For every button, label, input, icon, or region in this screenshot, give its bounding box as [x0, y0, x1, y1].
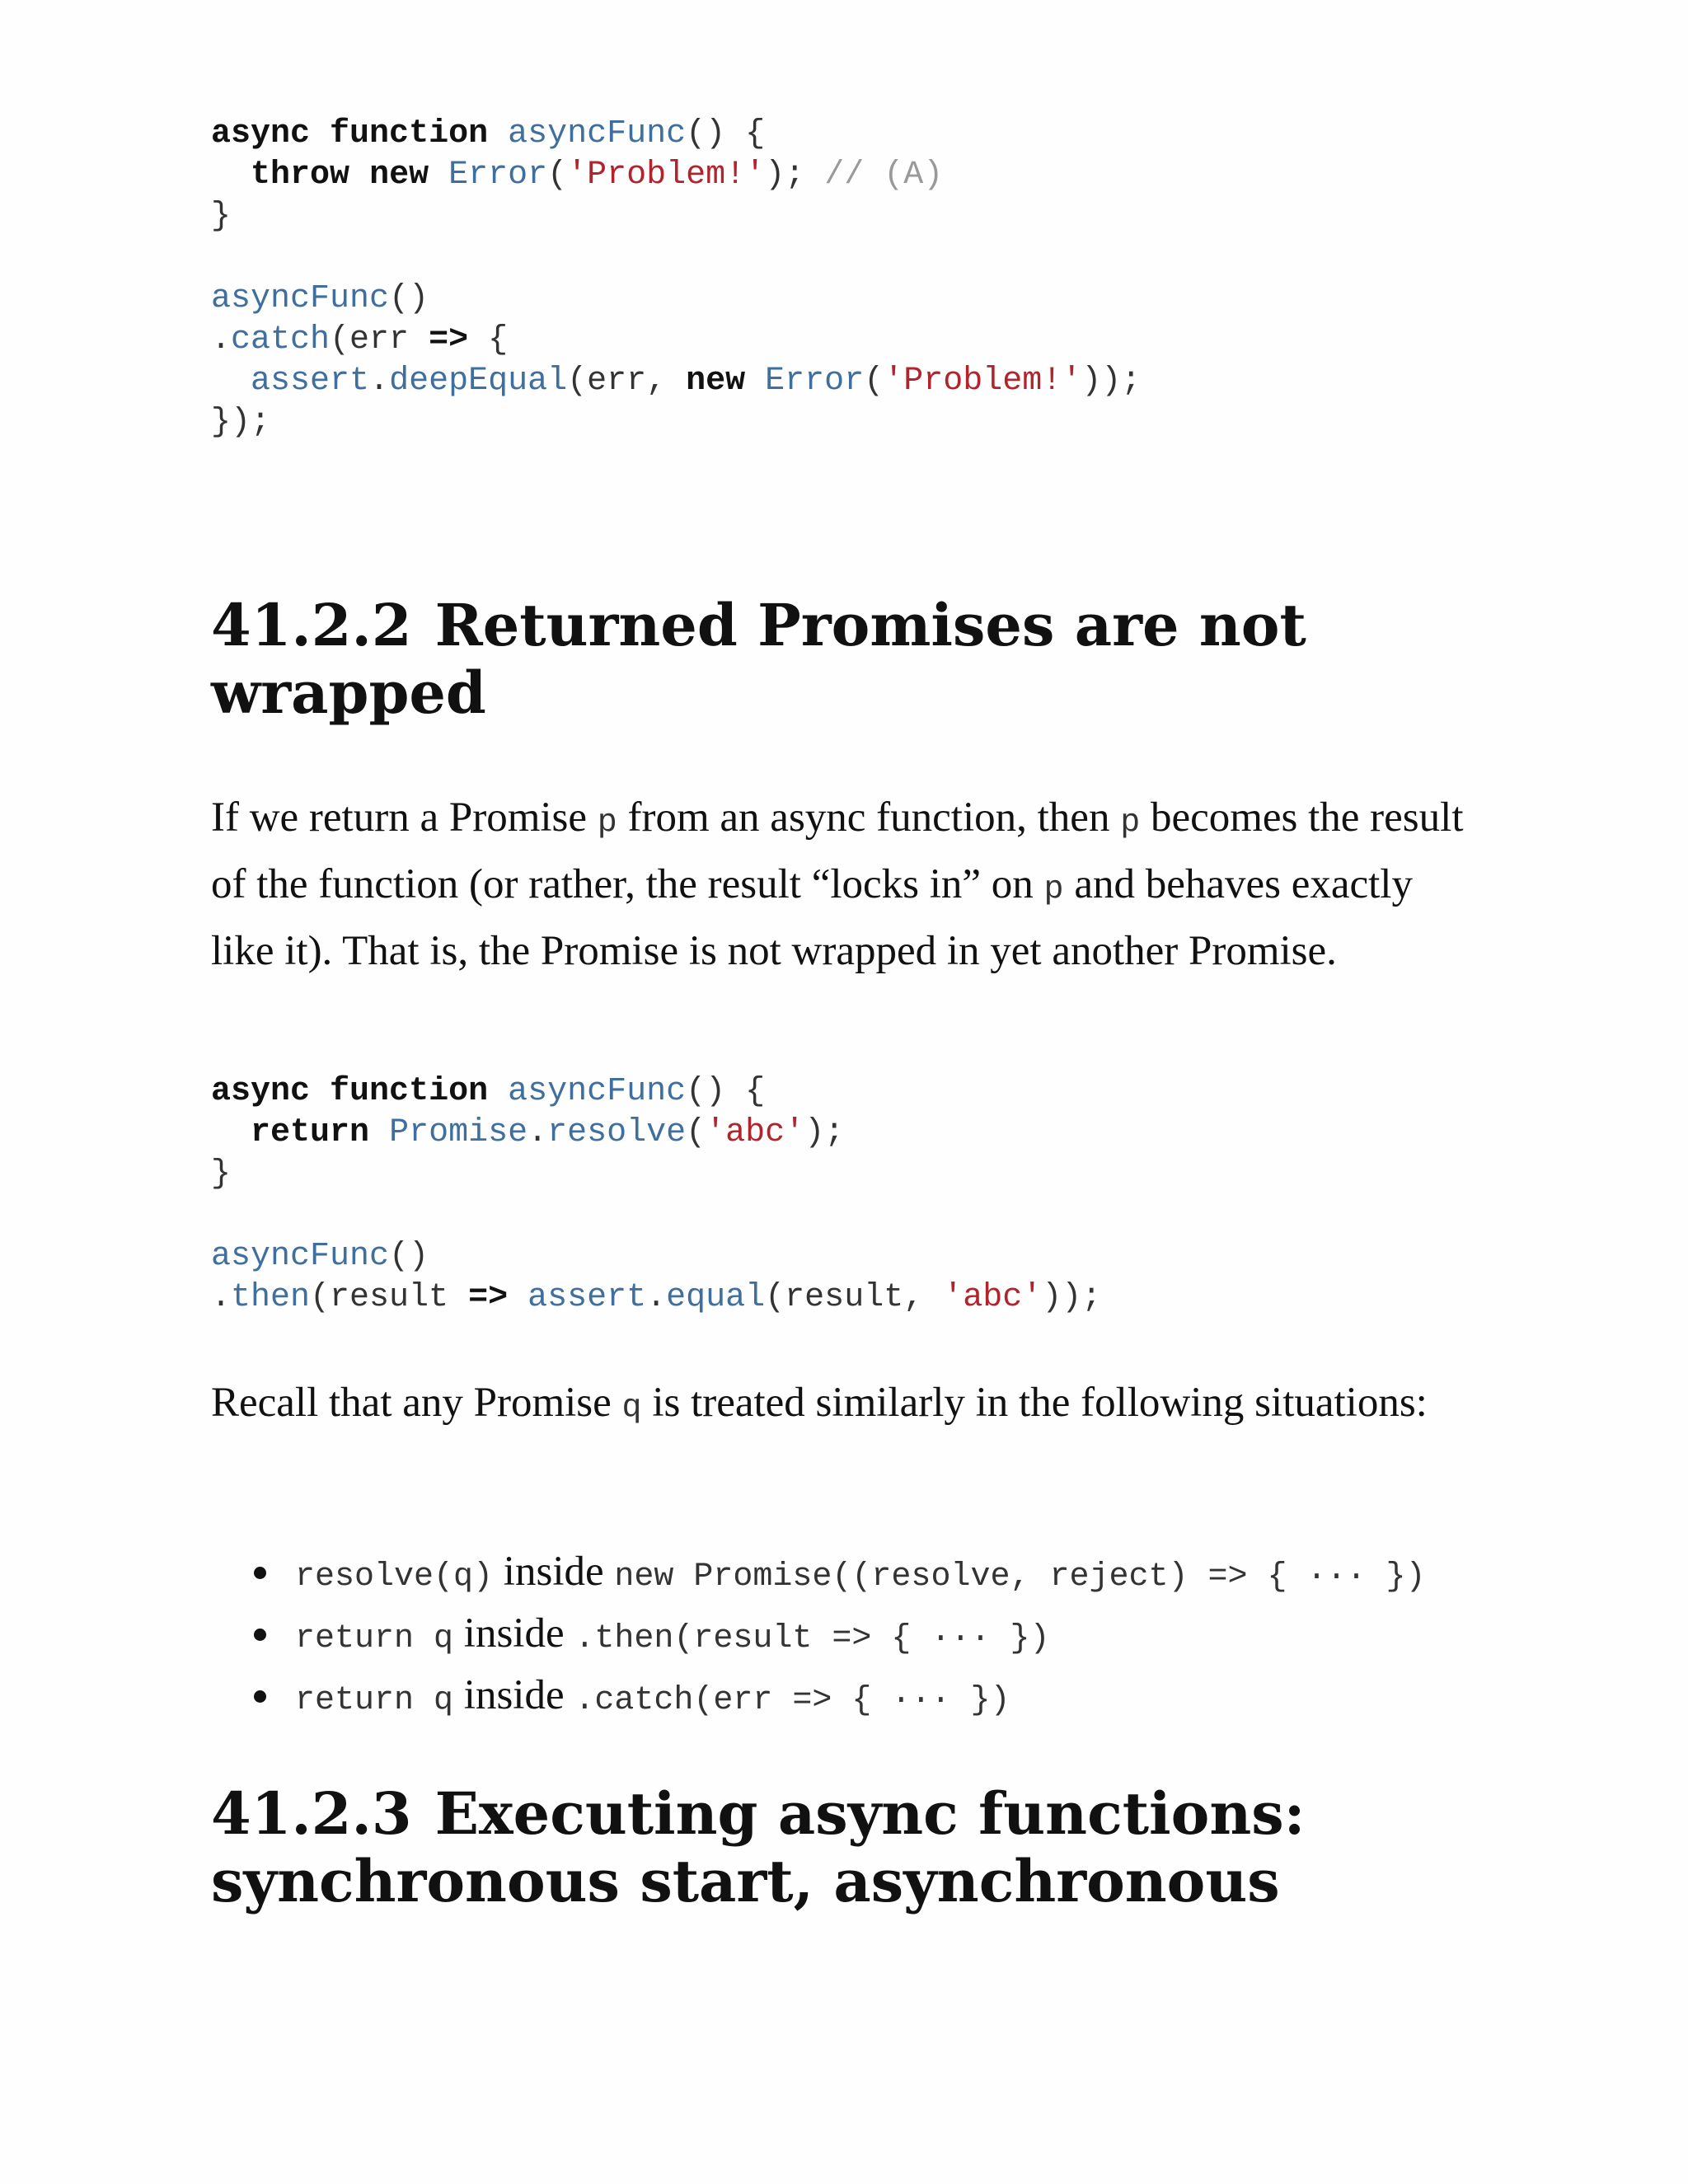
code-token [211, 1114, 251, 1151]
code-token [488, 115, 508, 152]
code-line [211, 1279, 1101, 1316]
code-token: // (A) [824, 157, 944, 194]
code-token: ( [864, 363, 884, 400]
code-token: then [231, 1279, 311, 1316]
code-token: asyncFunc [211, 280, 390, 317]
code-line [211, 157, 943, 194]
code-token: 'Problem!' [884, 363, 1082, 400]
code-token: return [251, 1114, 370, 1151]
code-line [211, 280, 429, 317]
text-run: and behaves exactly like it). That is, the Promise is not wrapped in yet another Promise. [211, 861, 1413, 974]
code-token: => [468, 1279, 509, 1316]
code-token: Promise [389, 1114, 528, 1151]
bullet-list-situations [252, 1541, 1426, 1727]
code-token: ( [547, 157, 568, 194]
inline-code: q [621, 1390, 642, 1427]
code-token: (err, [567, 363, 687, 400]
section-title: Returned Promises are not wrapped [211, 591, 1306, 727]
list-item [252, 1665, 1426, 1727]
section-title-line-1: Executing async functions: [434, 1779, 1306, 1848]
section-heading-41-2-2 [211, 592, 1480, 727]
code-token: assert [251, 363, 370, 400]
inline-code: new Promise((resolve, reject) => { ··· }) [614, 1558, 1426, 1596]
code-line [211, 363, 1141, 400]
code-token: () [389, 280, 429, 317]
text-run: Recall that any Promise [211, 1380, 622, 1426]
code-token: }); [211, 404, 271, 441]
code-token: } [211, 198, 232, 235]
text-run: inside [493, 1549, 615, 1595]
code-token [349, 157, 369, 194]
code-token: throw [251, 157, 350, 194]
bullet-dot-icon [254, 1629, 266, 1641]
section-number: 41.2.2 [211, 591, 412, 659]
inline-code: return q [295, 1620, 454, 1657]
code-token: . [646, 1279, 667, 1316]
code-token [310, 115, 330, 152]
inline-code: .then(result => { ··· }) [574, 1620, 1050, 1657]
code-token: asyncFunc [508, 1073, 687, 1110]
code-token: Error [765, 363, 865, 400]
code-token [369, 1114, 389, 1151]
code-token: () { [686, 115, 766, 152]
code-token: deepEqual [389, 363, 568, 400]
bullet-dot-icon [254, 1567, 266, 1579]
text-run: becomes the result of the function (or rather, the result “locks in” on [211, 794, 1464, 907]
section-heading-41-2-3 [211, 1780, 1480, 1915]
code-token [488, 1073, 508, 1110]
code-token: . [211, 321, 232, 359]
inline-code: .catch(err => { ··· }) [574, 1682, 1010, 1719]
code-line [211, 1114, 844, 1151]
code-token [310, 1073, 330, 1110]
code-token: . [528, 1114, 548, 1151]
code-token [745, 363, 765, 400]
code-line [211, 1073, 765, 1110]
code-token: ); [804, 1114, 845, 1151]
code-token: => [429, 321, 469, 359]
code-token: async [211, 115, 311, 152]
code-block-async-throw [211, 114, 1141, 443]
section-title-line-2: synchronous start, asynchronous [211, 1847, 1280, 1915]
code-line [211, 321, 508, 359]
code-token: 'Problem!' [567, 157, 766, 194]
list-item [252, 1603, 1426, 1665]
list-item [252, 1541, 1426, 1603]
code-token: . [369, 363, 390, 400]
code-token: catch [231, 321, 331, 359]
code-token: new [686, 363, 746, 400]
paragraph-returned-promises [211, 787, 1464, 982]
code-token: () { [686, 1073, 766, 1110]
code-line [211, 115, 765, 152]
inline-code: p [597, 804, 617, 841]
code-token: (result [310, 1279, 469, 1316]
code-token [211, 363, 251, 400]
inline-code: p [1043, 871, 1064, 908]
code-token: asyncFunc [211, 1238, 390, 1275]
text-run: If we return a Promise [211, 794, 598, 841]
code-token: 'abc' [943, 1279, 1043, 1316]
code-token: new [369, 157, 429, 194]
code-token: )); [1042, 1279, 1102, 1316]
code-token: . [211, 1279, 232, 1316]
code-token: { [468, 321, 509, 359]
code-token: } [211, 1155, 232, 1193]
paragraph-recall-promise [211, 1372, 1464, 1439]
section-number: 41.2.3 [211, 1779, 412, 1848]
inline-code: resolve(q) [295, 1558, 494, 1596]
code-token: ); [765, 157, 825, 194]
code-token: function [330, 1073, 489, 1110]
code-token [429, 157, 448, 194]
code-token: equal [666, 1279, 766, 1316]
text-run: from an async function, then [617, 794, 1121, 841]
bullet-dot-icon [254, 1690, 266, 1703]
text-run: inside [453, 1610, 575, 1657]
text-run: inside [453, 1672, 575, 1718]
code-line [211, 1238, 429, 1275]
code-block-return-promise [211, 1071, 1101, 1319]
code-token: (err [330, 321, 429, 359]
text-run: is treated similarly in the following situations: [641, 1380, 1428, 1426]
code-token: assert [528, 1279, 647, 1316]
code-token: resolve [547, 1114, 687, 1151]
code-token: function [330, 115, 489, 152]
code-token: Error [448, 157, 548, 194]
code-token: () [389, 1238, 429, 1275]
code-token [508, 1279, 528, 1316]
inline-code: return q [295, 1682, 454, 1719]
code-token: ( [686, 1114, 706, 1151]
code-token: asyncFunc [508, 115, 687, 152]
code-token: 'abc' [706, 1114, 805, 1151]
code-token: async [211, 1073, 311, 1110]
code-line [211, 198, 231, 235]
code-token: )); [1081, 363, 1142, 400]
code-line [211, 1155, 231, 1193]
code-token [211, 157, 251, 194]
code-line [211, 404, 270, 441]
code-token: (result, [765, 1279, 944, 1316]
inline-code: p [1120, 804, 1141, 841]
